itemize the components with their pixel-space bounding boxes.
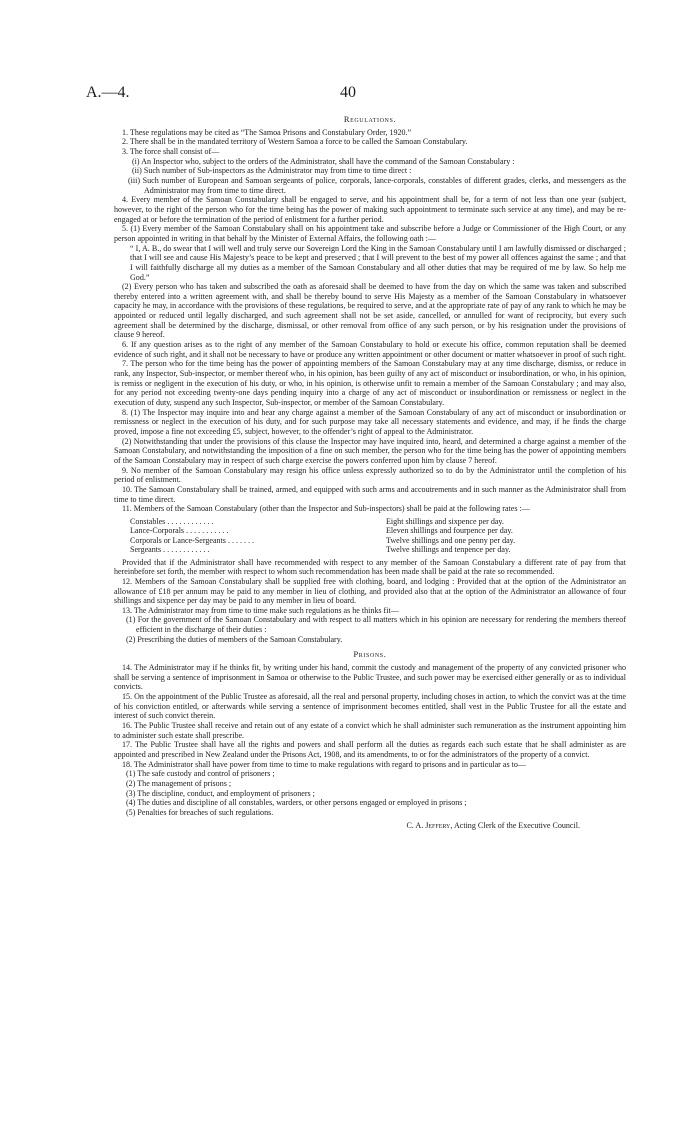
regulation-18: 18. The Administrator shall have power from time to time to make regulations with regard to prisons and in particular as to—: [122, 759, 526, 769]
signature-block: [114, 821, 626, 831]
section-heading-regulations: Regulations.: [343, 115, 397, 124]
regulation-1: 1. These regulations may be cited as “The Samoa Prisons and Constabulary Order, 1920.”: [122, 127, 412, 137]
page-reference: A.—4.: [86, 84, 130, 101]
section-heading-prisons: Prisons.: [353, 650, 387, 660]
regulation-8-2: (2) Notwithstanding that under the provisions of this clause the Inspector may have inquired into, heard, and determined a charge against a member of the Samoan Constabulary, and notwithstanding the imposition of a fine on such member, the person who for the time being has the power of appointing members of the Samoan Constabulary may in respect of such charge exercise the powers conferred upon him by clause 7 hereof.: [114, 436, 626, 465]
list-item: (5) Penalties for breaches of such regulations.: [126, 807, 274, 817]
oath-text: “ I, A. B., do swear that I will well and truly serve our Sovereign Lord the King in the Samoan Constabulary until I am lawfully dismissed or discharged ; that I will see and cause His Majesty’s peace to be kept and preserved ; that I will prevent to the best of my power all offences against the same ; and that I will faithfully discharge all my duties as a member of the Samoan Constabulary and all other duties that may be required of me by law. So help me God.”: [130, 243, 626, 282]
rate-rank: Lance-Corporals . . . . . . . . . . .: [130, 526, 229, 536]
list-item: (2) The management of prisons ;: [126, 778, 232, 788]
rate-rank: Constables . . . . . . . . . . . .: [130, 516, 214, 526]
regulation-4: 4. Every member of the Samoan Constabulary shall be engaged to serve, and his appointment shall be, for a term of not less than one year (subject, however, to the right of the person who for the time being has the power of making such appointment to terminate such service at any time), and may be re-engaged at or before the termination of the period of enlistment for a further period.: [114, 195, 626, 224]
rate-pay: Twelve shillings and tenpence per day.: [386, 545, 511, 555]
regulation-3-i: (i) An Inspector who, subject to the orders of the Administrator, shall have the command of the Samoan Constabulary :: [132, 156, 515, 166]
signatory-name: C. A. Jeffery,: [406, 820, 453, 830]
rate-pay: Twelve shillings and one penny per day.: [386, 535, 516, 545]
regulation-13: 13. The Administrator may from time to time make such regulations as he thinks fit—: [122, 605, 399, 615]
regulation-14: 14. The Administrator may if he thinks fit, by writing under his hand, commit the custody and management of the property of any convicted prisoner who shall be serving a sentence of imprisonment in Samoa or otherwise to the Public Trustee, and such power may be exercised either generally or as to individual convicts.: [114, 663, 626, 692]
page-number: 40: [340, 84, 356, 101]
list-item: (4) The duties and discipline of all constables, warders, or other persons engaged or employed in prisons ;: [126, 798, 467, 808]
regulation-9: 9. No member of the Samoan Constabulary may resign his office unless expressly authorized so to do by the Administrator until the completion of his period of enlistment.: [114, 465, 626, 485]
rate-row: [130, 526, 600, 535]
regulation-12: 12. Members of the Samoan Constabulary shall be supplied free with clothing, board, and lodging : Provided that at the option of the Administrator an allowance of £18 per annum may be paid to any member in lieu of clothing, and provided also that at the option of the Administrator an allowance of four shillings and sixpence per day may be paid to any member in lieu of board.: [114, 576, 626, 606]
regulation-11: 11. Members of the Samoan Constabulary (other than the Inspector and Sub-inspectors) shall be paid at the following rates :—: [122, 504, 530, 514]
regulation-6: 6. If any question arises as to the right of any member of the Samoan Constabulary to hold or execute his office, common reputation shall be deemed evidence of such right, and it shall not be necessary to have or produce any written appointment or other document or matter whatsoever in proof of such right.: [114, 340, 626, 359]
list-item: (1) The safe custody and control of prisoners ;: [126, 769, 275, 779]
pay-rates-table: [130, 517, 600, 555]
regulation-7: 7. The person who for the time being has the power of appointing members of the Samoan Constabulary may at any time discharge, dismiss, or reduce in rank, any Inspector, Sub-inspector, or member thereof who, in his opinion, has been guilty of any act of misconduct or insubordination, or who, in his opinion, is remiss or negligent in the execution of his duty, or who, in his opinion, is otherwise unfit to remain a member of the Samoan Constabulary ; and may also, for any period not exceeding twenty-one days pending inquiry into a charge of any act of misconduct or insubordination or remissness or neglect in the execution of duty, suspend any such Inspector, Sub-inspector, or member of the Samoan Constabulary.: [114, 359, 626, 408]
rate-pay: Eight shillings and sixpence per day.: [386, 516, 504, 526]
regulation-3: 3. The force shall consist of—: [122, 146, 220, 156]
regulation-2: 2. There shall be in the mandated territory of Western Samoa a force to be called the Samoan Constabulary.: [122, 137, 468, 147]
rate-rank: Sergeants . . . . . . . . . . . .: [130, 545, 210, 555]
regulation-8-1: 8. (1) The Inspector may inquire into and hear any charge against a member of the Samoan Constabulary of any act of misconduct or insubordination or remissness or neglect in the execution of his duty, and for such purpose may take all necessary statements and evidence, and may, if he finds the charge proved, impose a fine not exceeding £5, subject, however, to the offender’s right of appeal to the Administrator.: [114, 407, 626, 436]
list-item: (3) The discipline, conduct, and employment of prisoners ;: [126, 788, 315, 798]
rate-rank: Corporals or Lance-Sergeants . . . . . . .: [130, 535, 255, 545]
signatory-title: Acting Clerk of the Executive Council.: [453, 820, 580, 830]
regulation-13-2: (2) Prescribing the duties of members of the Samoan Constabulary.: [126, 634, 343, 644]
rate-row: [130, 536, 600, 545]
regulation-3-ii: (ii) Such number of Sub-inspectors as the Administrator may from time to time direct :: [132, 166, 412, 176]
regulation-5: 5. (1) Every member of the Samoan Constabulary shall on his appointment take and subscribe before a Judge or Commissioner of the High Court, or any person appointed in writing in that behalf by the Minister of External Affairs, the following oath :—: [114, 224, 626, 243]
regulation-16: 16. The Public Trustee shall receive and retain out of any estate of a convict which he shall administer such remuneration as the instrument appointing him to administer such estate shall prescribe.: [114, 721, 626, 740]
document-body: [114, 113, 626, 830]
regulation-3-iii: (iii) Such number of European and Samoan sergeants of police, corporals, lance-corporals, constables of different grades, clerks, and messengers as the Administrator may from time to time direct.: [128, 175, 626, 195]
rate-pay: Eleven shillings and fourpence per day.: [386, 526, 513, 536]
regulation-13-1: (1) For the government of the Samoan Constabulary and with respect to all matters which in his opinion are necessary for rendering the members thereof efficient in the discharge of their duties :: [126, 615, 626, 635]
rate-row: [130, 545, 600, 554]
regulation-11-proviso: Provided that if the Administrator shall have recommended with respect to any member of the Samoan Constabulary a different rate of pay from that hereinbefore set forth, the member with respect to whom such recommendation has been made shall be paid at the rate so recommended.: [114, 557, 626, 577]
regulation-10: 10. The Samoan Constabulary shall be trained, armed, and equipped with such arms and accoutrements and in such manner as the Administrator shall from time to time direct.: [114, 484, 626, 504]
rate-row: [130, 517, 600, 526]
page-header: [86, 84, 610, 104]
regulation-5-2: (2) Every person who has taken and subscribed the oath as aforesaid shall be deemed to have from the day on which the same was taken and subscribed thereby entered into a written agreement with, and shall be thereby bound to serve His Majesty as a member of the Samoan Constabulary in whatsoever capacity he may, in accordance with the provisions of these regulations, be required to serve, and at the appropriate rate of pay of any rank to which he may be appointed or reduced until legally discharged, and such agreement shall not be set aside, cancelled, or annulled for want of reciprocity, but every such agreement shall be determined by the discharge, dismissal, or other removal from office of any such person, or by his resignation under the provisions of clause 9 hereof.: [114, 282, 626, 340]
regulation-17: 17. The Public Trustee shall have all the rights and powers and shall perform all the duties as regards each such estate that he shall administer as are appointed and prescribed in New Zealand under the Prisons Act, 1908, and its amendments, to or for the administrators of the property of a convict.: [114, 740, 626, 759]
regulation-15: 15. On the appointment of the Public Trustee as aforesaid, all the real and personal property, including choses in action, to which the convict was at the time of his conviction entitled, or afterwards while serving a sentence of imprisonment becomes entitled, shall vest in the Public Trustee for all the estate and interest of such convict therein.: [114, 692, 626, 721]
